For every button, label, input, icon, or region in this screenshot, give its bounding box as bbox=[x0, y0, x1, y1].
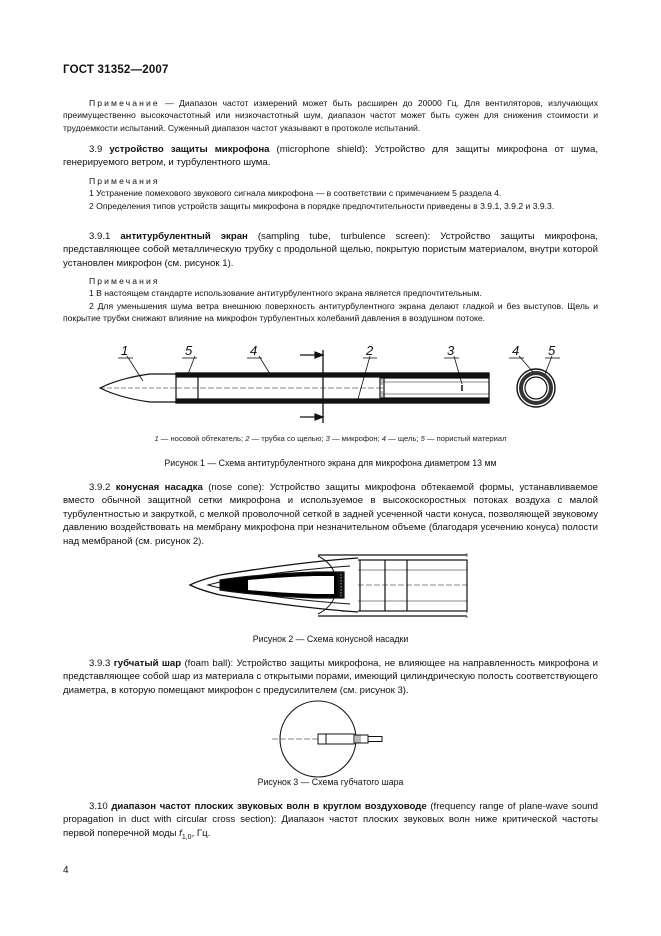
clause-definition: (foam ball): Устройство защиты микрофона, не влияющее на направленность микрофона и представляющее собой шар из материала с открытыми порами, имеющий цилиндрическую полость соответствующего диаметра, в которую помещают микрофон с предусилителем (см. рисунок 3). bbox=[63, 658, 598, 696]
notes-label: Примечания bbox=[89, 276, 160, 286]
clause-number: 3.10 bbox=[89, 801, 108, 812]
clause-tail: , Гц. bbox=[191, 827, 211, 839]
figure-1-caption: Рисунок 1 — Схема антитурбулентного экрана для микрофона диаметром 13 мм bbox=[164, 458, 497, 468]
note-label: Примечание bbox=[89, 98, 160, 108]
legend-number: 5 bbox=[420, 434, 425, 443]
clause-number: 3.9.3 bbox=[89, 658, 111, 669]
legend-text: — носовой обтекатель; bbox=[158, 434, 246, 443]
legend-number: 3 bbox=[325, 434, 330, 443]
note-item: 1 В настоящем стандарте использование антитурбулентного экрана является предпочтительным. bbox=[89, 288, 482, 299]
legend-number: 4 bbox=[381, 434, 387, 443]
frequency-symbol: f bbox=[179, 827, 182, 839]
document-header: ГОСТ 31352—2007 bbox=[63, 64, 169, 76]
clause-definition: (microphone shield): Устройство для защиты микрофона от шума, генерируемого ветром, и турбулентного шума. bbox=[63, 144, 598, 169]
note-item: 2 Для уменьшения шума ветра внешнюю поверхность антитурбулентного экрана делают гладкой и без выступов. Щель и покрытие трубки снижают влияние на микрофон турбулентных колебаний давления в воздушном потоке. bbox=[63, 300, 598, 324]
callout-label: 1 bbox=[121, 343, 129, 358]
cable bbox=[368, 737, 382, 742]
clause-term: устройство защиты микрофона bbox=[109, 144, 270, 155]
clause-number: 3.9.2 bbox=[89, 482, 111, 493]
clause-number: 3.9 bbox=[89, 144, 103, 155]
callout-label: 5 bbox=[548, 343, 556, 358]
callout-label: 2 bbox=[366, 343, 374, 358]
legend-number: 2 bbox=[245, 434, 250, 443]
callout-label: 3 bbox=[447, 343, 455, 358]
legend-text: — трубка со щелью; bbox=[249, 434, 326, 443]
page-number: 4 bbox=[63, 865, 69, 876]
callout-label: 5 bbox=[185, 343, 193, 358]
legend-text: — микрофон; bbox=[329, 434, 382, 443]
clause-term: конусная насадка bbox=[115, 482, 203, 493]
callout-label: 4 bbox=[250, 343, 258, 358]
figure-3-caption: Рисунок 3 — Схема губчатого шара bbox=[257, 777, 404, 787]
figure-2-caption: Рисунок 2 — Схема конусной насадки bbox=[252, 634, 409, 644]
note-item: 1 Устранение помехового звукового сигнала микрофона — в соответствии с примечанием 5 раздела 4. bbox=[89, 188, 502, 199]
clause-definition: (frequency range of plane-wave sound propagation in duct with circular cross section): Диапазон частот плоских звуковых волн ниже критической частоты первой поперечной моды bbox=[63, 801, 598, 839]
callout-label: 4 bbox=[512, 343, 520, 358]
microphone-cavity bbox=[318, 734, 354, 744]
clause-term: диапазон частот плоских звуковых волн в круглом воздуховоде bbox=[111, 801, 427, 812]
clause-definition: (sampling tube, turbulence screen): Устройство защиты микрофона, представляющее собой металлическую трубку с продольной щелью, покрытую пористым материалом, внутри которой установлен микрофон (см. рисунок 1). bbox=[63, 231, 599, 269]
clause-definition: (nose cone): Устройство защиты микрофона обтекаемой формы, устанавливаемое вместо обычной защитной сетки микрофона и используемое в высокоскоростных потоках воздуха с малой турбулентностью и закруткой, с мелкой проволочной сеткой в задней усеченной части конуса, позволяющей звуковому давлению воздействовать на мембрану микрофона при незначительном объеме (благодаря усечению конуса) полости над мембраной (см. рисунок 2). bbox=[63, 482, 598, 547]
note-item: 2 Определения типов устройств защиты микрофона в порядке предпочтительности приведены в 3.9.1, 3.9.2 и 3.9.3. bbox=[89, 200, 555, 211]
notes-label: Примечания bbox=[89, 176, 160, 186]
legend-text: — щель; bbox=[386, 434, 421, 443]
clause-3-10 bbox=[63, 800, 598, 844]
clause-number: 3.9.1 bbox=[89, 231, 111, 242]
legend-number: 1 bbox=[154, 434, 159, 443]
clause-term: губчатый шар bbox=[113, 658, 182, 669]
note-text: — Диапазон частот измерений может быть расширен до 20000 Гц. Для вентиляторов, излучающих преимущественно высокочастотный или низкочастотный шум, диапазон частот может быть сужен для снижения стоимости и трудоемкости испытаний. Суженный диапазон частот указывают в протоколе испытаний. bbox=[63, 98, 598, 133]
frequency-subscript: 1,0 bbox=[181, 833, 192, 841]
legend-text: — пористый материал bbox=[424, 434, 507, 443]
clause-term: антитурбулентный экран bbox=[120, 231, 248, 242]
